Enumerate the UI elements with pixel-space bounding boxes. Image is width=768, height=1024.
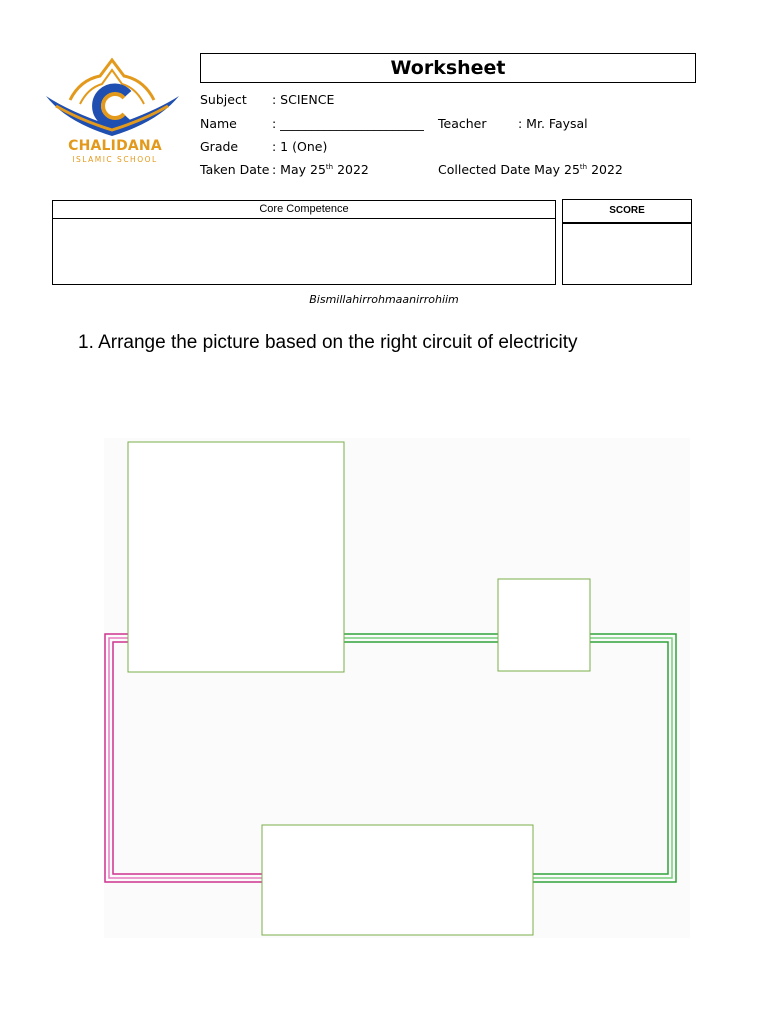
name-field[interactable]: : _______________________ (272, 116, 424, 131)
core-competence-header: Core Competence (52, 200, 556, 219)
taken-date-value (272, 162, 369, 177)
subject-label: Subject (200, 92, 247, 107)
taken-date-year: 2022 (333, 162, 369, 177)
taken-date-day: : May 25 (272, 162, 326, 177)
question-1-text: 1. Arrange the picture based on the right circuit of electricity (78, 332, 578, 353)
greeting-text: Bismillahirrohmaanirrohiim (309, 293, 459, 306)
name-label: Name (200, 116, 237, 131)
collected-date-suffix: th (579, 163, 588, 171)
score-header: SCORE (562, 199, 692, 223)
teacher-label: Teacher (438, 116, 487, 131)
collected-date-day: : May 25 (526, 162, 580, 177)
core-competence-box[interactable] (52, 218, 556, 285)
collected-date-label: Collected Date (438, 162, 531, 177)
taken-date-suffix: th (325, 163, 334, 171)
subject-value: : SCIENCE (272, 92, 335, 107)
grade-value: : 1 (One) (272, 139, 328, 154)
teacher-value: : Mr. Faysal (518, 116, 588, 131)
collected-date-value (526, 162, 623, 177)
circuit-diagram (0, 380, 768, 960)
collected-date-year: 2022 (587, 162, 623, 177)
picture-slot-2[interactable] (498, 579, 590, 671)
picture-slot-3[interactable] (262, 825, 533, 935)
grade-label: Grade (200, 139, 239, 154)
logo-school-subtitle: ISLAMIC SCHOOL (72, 155, 158, 164)
picture-slot-1[interactable] (128, 442, 344, 672)
score-box[interactable] (562, 223, 692, 285)
logo-school-name: CHALIDANA (68, 138, 162, 154)
taken-date-label: Taken Date (200, 162, 270, 177)
worksheet-title: Worksheet (200, 53, 696, 83)
